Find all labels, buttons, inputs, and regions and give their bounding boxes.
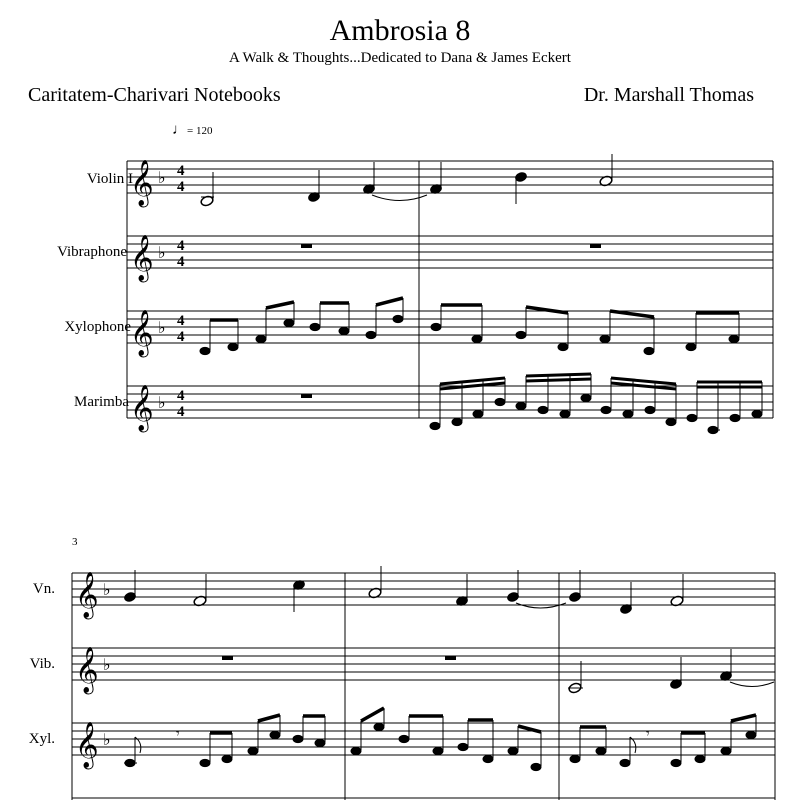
composer-name: Dr. Marshall Thomas — [583, 84, 754, 106]
instrument-name-marimba: Marimba — [74, 394, 129, 410]
svg-text:4: 4 — [177, 329, 185, 345]
flat-icon: ♭ — [103, 655, 111, 674]
instrument-name-xylophone: Xylophone — [64, 319, 131, 335]
time-signature — [177, 163, 185, 420]
treble-clef-icon: 𝄞 — [75, 722, 99, 768]
svg-text:4: 4 — [177, 404, 185, 420]
flat-icon: ♭ — [158, 243, 166, 262]
flat-icon: ♭ — [103, 730, 111, 749]
score-title: Ambrosia 8 — [329, 14, 471, 47]
instrument-name-vib: Vib. — [29, 656, 55, 672]
svg-text:4: 4 — [177, 388, 185, 404]
staff-vibraphone — [127, 236, 773, 268]
staff-vib — [72, 648, 775, 680]
treble-clef-icon: 𝄞 — [130, 385, 154, 431]
treble-clef-icon: 𝄞 — [130, 310, 154, 356]
flat-icon: ♭ — [158, 393, 166, 412]
staff-vn — [72, 573, 775, 605]
xylophone-notes — [200, 298, 739, 355]
flat-icon: ♭ — [158, 168, 166, 187]
treble-clef-icon: 𝄞 — [75, 572, 99, 618]
staff-xylophone — [127, 311, 773, 343]
eighth-rest-icon: 𝄾 — [176, 726, 180, 742]
quarter-note-icon: ♩ — [172, 122, 187, 138]
flat-icon: ♭ — [103, 580, 111, 599]
eighth-rest-icon: 𝄾 — [646, 726, 650, 742]
instrument-name-violin: Violin I — [86, 171, 133, 187]
staff-violin — [127, 161, 773, 193]
flat-icon: ♭ — [158, 318, 166, 337]
score-subtitle: A Walk & Thoughts...Dedicated to Dana & James Eckert — [229, 50, 571, 66]
svg-text:4: 4 — [177, 238, 185, 254]
tempo-value: = 120 — [187, 125, 213, 137]
svg-text:4: 4 — [177, 163, 185, 179]
treble-clef-icon: 𝄞 — [75, 647, 99, 693]
treble-clef-icon: 𝄞 — [130, 160, 154, 206]
collection-name: Caritatem-Charivari Notebooks — [28, 84, 281, 106]
violin-notes — [200, 154, 613, 207]
marimba-notes — [430, 374, 762, 434]
svg-text:4: 4 — [177, 313, 185, 329]
instrument-name-vn: Vn. — [32, 581, 55, 597]
svg-text:4: 4 — [177, 254, 185, 270]
treble-clef-icon: 𝄞 — [130, 235, 154, 281]
svg-text:4: 4 — [177, 179, 185, 195]
measure-number: 3 — [72, 536, 78, 548]
instrument-name-vibraphone: Vibraphone — [57, 244, 127, 260]
instrument-name-xyl: Xyl. — [28, 731, 55, 747]
